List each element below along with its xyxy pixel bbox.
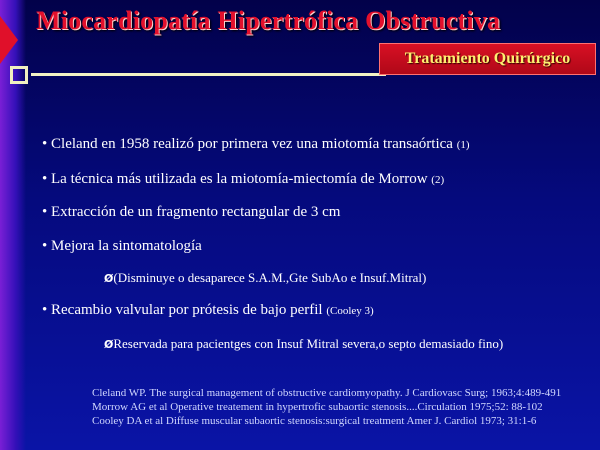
subpoint-text: Reservada para pacientges con Insuf Mitral severa,o septo demasiado fino) xyxy=(113,336,504,351)
red-arrow-decoration xyxy=(0,16,18,64)
bullet-mark: • xyxy=(42,238,48,254)
square-decoration xyxy=(10,66,28,84)
bullet-reference: (1) xyxy=(456,139,470,151)
subpoint-item-1 xyxy=(104,270,426,286)
bullet-text: La técnica más utilizada es la miotomía-miectomía de Morrow xyxy=(47,171,432,187)
bullet-mark: • xyxy=(42,136,48,152)
bullet-mark: • xyxy=(42,171,48,187)
references-block xyxy=(92,386,561,428)
bullet-item-2 xyxy=(42,171,444,188)
bullet-item-5 xyxy=(42,302,374,319)
bullet-text: Extracción de un fragmento rectangular de 3 cm xyxy=(47,204,341,220)
title-underline xyxy=(31,73,386,76)
subtitle-banner xyxy=(379,43,596,75)
reference-line: Cooley DA et al Diffuse muscular subaortic stenosis:surgical treatment Amer J. Cardiol 1973; 31:1-6 xyxy=(92,415,537,427)
bullet-mark: • xyxy=(42,302,48,318)
arrow-bullet-icon: Ø xyxy=(104,338,114,351)
bullet-item-3 xyxy=(42,204,340,221)
reference-line: Cleland WP. The surgical management of obstructive cardiomyopathy. J Cardiovasc Surg; 1963;4:489-491 xyxy=(92,387,562,399)
bullet-text: Mejora la sintomatología xyxy=(47,238,202,254)
arrow-bullet-icon: Ø xyxy=(104,272,114,285)
reference-line: Morrow AG et al Operative treatement in hypertrofic subaortic stenosis....Circulation 1975;52: 88-102 xyxy=(92,401,543,413)
bullet-text: Recambio valvular por prótesis de bajo perfil xyxy=(47,302,327,318)
bullet-text: Cleland en 1958 realizó por primera vez una miotomía transaórtica xyxy=(47,136,457,152)
bullet-item-1 xyxy=(42,136,470,153)
bullet-item-4 xyxy=(42,238,202,255)
slide-title: Miocardiopatía Hipertrófica Obstructiva xyxy=(36,6,501,35)
subtitle-text: Tratamiento Quirúrgico xyxy=(404,50,571,67)
subpoint-item-2 xyxy=(104,336,503,352)
subpoint-text: (Disminuye o desaparece S.A.M.,Gte SubAo e Insuf.Mitral) xyxy=(113,270,427,285)
bullet-reference: (2) xyxy=(431,174,445,186)
bullet-mark: • xyxy=(42,204,48,220)
bullet-reference: (Cooley 3) xyxy=(326,305,374,317)
